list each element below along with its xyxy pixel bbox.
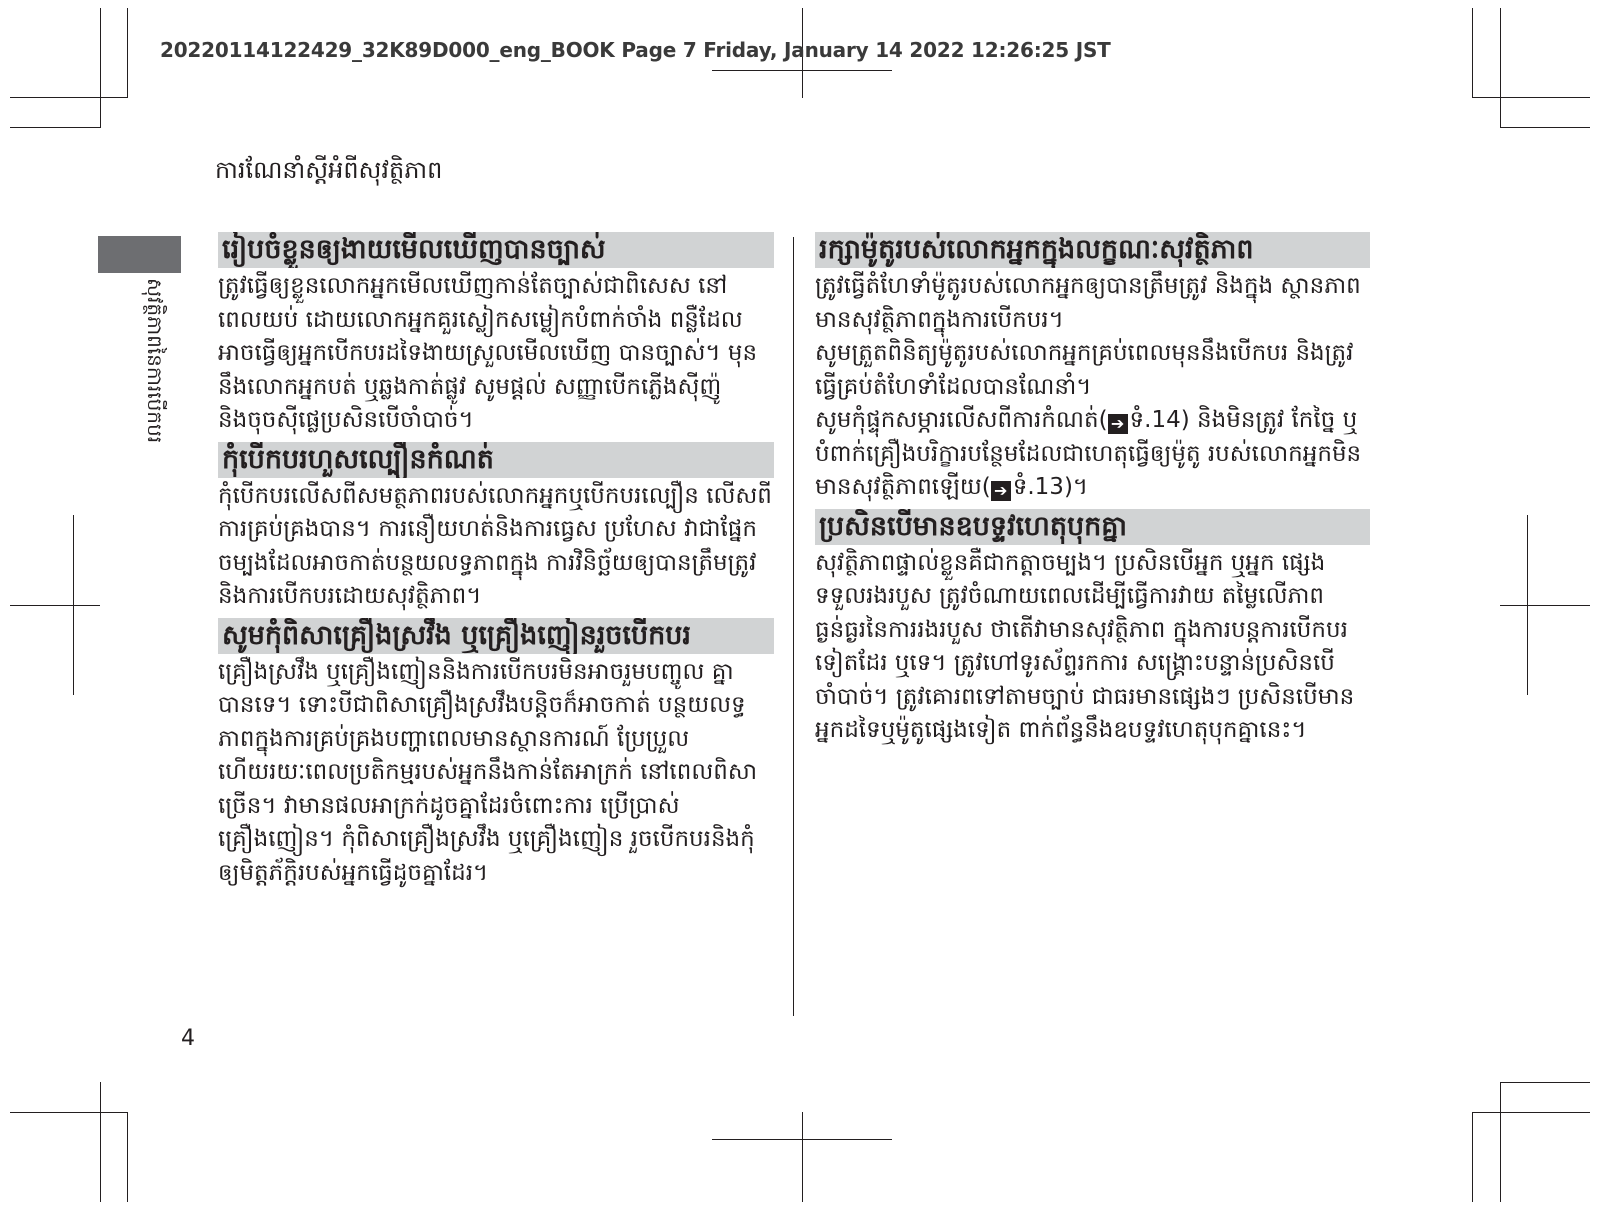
chapter-tab <box>98 236 181 273</box>
section <box>218 442 774 614</box>
crop-mark <box>127 1112 128 1202</box>
crop-mark <box>1500 1082 1590 1083</box>
paragraph: ត្រូវធ្វើតំហែទាំម៉ូតូរបស់លោកអ្នកឲ្យបានត្រឹមត្រូវ និងក្នុង ស្ថានភាពមានសុវត្ថិភាពក្នុងការបើកបរ។ <box>815 273 1361 333</box>
registration-mark <box>1500 605 1590 606</box>
section-title: រៀបចំខ្លួនឲ្យងាយមើលឃើញបានច្បាស់ <box>218 232 774 268</box>
crop-mark <box>10 1112 128 1113</box>
crop-mark <box>1500 127 1590 128</box>
page-reference[interactable]: ទំ.13 <box>1012 474 1064 500</box>
paragraph: សូមត្រួតពិនិត្យម៉ូតូរបស់លោកអ្នកគ្រប់ពេលមុននឹងបើកបរ និងត្រូវធ្វើគ្រប់តំហែទាំដែលបានណែនាំ។ <box>815 340 1354 400</box>
section-body: ត្រូវធ្វើឲ្យខ្លួនលោកអ្នកមើលឃើញកាន់តែច្បាស់ជាពិសេស នៅពេលយប់ ដោយលោកអ្នកគួរស្លៀកសម្លៀកបំពាក់ចាំង ពន្លឺដែលអាចធ្វើឲ្យអ្នកបើកបរដទៃងាយស្រួលមើលឃើញ បានច្បាស់។ មុននឹងលោកអ្នកបត់ ឬឆ្លងកាត់ផ្លូវ សូមផ្តល់ សញ្ញាបើកភ្លើងស៊ីញ៉ូ និងចុចស៊ីផ្លេប្រសិនបើចាំបាច់។ <box>218 273 758 433</box>
crop-mark <box>1500 8 1501 128</box>
section-title: ប្រសិនបើមានឧបទ្ទវហេតុបុកគ្នា <box>815 509 1370 545</box>
page-reference-arrow-icon: ➔ <box>1108 414 1128 434</box>
crop-mark <box>1472 8 1473 98</box>
page-number: 4 <box>181 1026 195 1051</box>
right-column <box>815 232 1370 752</box>
section-title: រក្សាម៉ូតូរបស់លោកអ្នកក្នុងលក្ខណៈសុវត្ថិភាព <box>815 232 1370 268</box>
crop-mark <box>127 8 128 98</box>
section-title: កុំបើកបរហួសល្បឿនកំណត់ <box>218 442 774 478</box>
crop-mark <box>100 1082 101 1202</box>
print-header: 20220114122429_32K89D000_eng_BOOK Page 7 Friday, January 14 2022 12:26:25 JST <box>160 38 1111 62</box>
section <box>218 232 774 438</box>
crop-mark <box>1472 1112 1473 1202</box>
crop-mark <box>10 97 128 98</box>
crop-mark <box>10 127 101 128</box>
running-title: ការណែនាំស្តីអំពីសុវត្ថិភាព <box>215 156 443 184</box>
crop-mark <box>100 8 101 128</box>
paragraph-with-references: សូមកុំផ្ទុកសម្ភារលើសពីការកំណត់( ➔ ទំ.14) និងមិនត្រូវ កែច្នៃ ឬបំពាក់គ្រឿងបរិក្ខារបន្ថែមដែលជាហេតុធ្វើឲ្យម៉ូតូ របស់លោកអ្នកមិនមានសុវត្ថិភាពឡើយ( ➔ ទំ.13)។ <box>815 407 1362 500</box>
section-body: កុំបើកបរលើសពីសមត្ថភាពរបស់លោកអ្នកឬបើកបរល្បឿន លើសពីការគ្រប់គ្រងបាន។ ការនឿយហត់និងការធ្វេស ប្រហែស វាជាផ្នែកចម្បងដែលអាចកាត់បន្ថយលទ្ធភាពក្នុង ការវិនិច្ឆ័យឲ្យបានត្រឹមត្រូវ និងការបើកបរដោយសុវត្ថិភាព។ <box>218 482 772 609</box>
left-column <box>218 232 774 894</box>
section-body: សុវត្ថិភាពផ្ទាល់ខ្លួនគឺជាកត្តាចម្បង។ ប្រសិនបើអ្នក ឬអ្នក ផ្សេងទទួលរងរបួស ត្រូវចំណាយពេលដើម្បីធ្វើការវាយ តម្លៃលើភាពធ្ងន់ធ្ងរនៃការរងរបួស ថាតើវាមានសុវត្ថិភាព ក្នុងការបន្តការបើកបរទៀតដែរ ឬទេ។ ត្រូវហៅទូរស័ព្ទរកការ សង្គ្រោះបន្ទាន់ប្រសិនបើចាំបាច់។ ត្រូវគោរពទៅតាមច្បាប់ ជាធរមានផ្សេងៗ ប្រសិនបើមានអ្នកដទៃឬម៉ូតូផ្សេងទៀត ពាក់ព័ន្ធនឹងឧបទ្ទវហេតុបុកគ្នានេះ។ <box>815 549 1355 743</box>
section-title: សូមកុំពិសាគ្រឿងស្រវឹង ឬគ្រឿងញៀនរួចបើកបរ <box>218 618 774 654</box>
registration-mark <box>10 605 100 606</box>
registration-mark <box>802 1112 803 1202</box>
crop-mark <box>1472 1112 1590 1113</box>
crop-mark <box>1472 97 1590 98</box>
column-divider <box>793 237 794 1016</box>
page-reference-arrow-icon: ➔ <box>991 481 1011 501</box>
section <box>815 232 1370 505</box>
section <box>815 509 1370 748</box>
chapter-side-label: សុវត្ថិភាពនៃការបើកបរ <box>143 278 167 444</box>
page-reference[interactable]: ទំ.14 <box>1129 407 1181 433</box>
crop-mark <box>1500 1082 1501 1202</box>
section-body: គ្រឿងស្រវឹង ឬគ្រឿងញៀននិងការបើកបរមិនអាចរួមបញ្ចូល គ្នាបានទេ។ ទោះបីជាពិសាគ្រឿងស្រវឹងបន្តិចក៏អាចកាត់ បន្ថយលទ្ធភាពក្នុងការគ្រប់គ្រងបញ្ហាពេលមានស្ថានការណ៍ ប្រែប្រួលហើយរយៈពេលប្រតិកម្មរបស់អ្នកនឹងកាន់តែអាក្រក់ នៅពេលពិសាច្រើន។ វាមានផលអាក្រក់ដូចគ្នាដែរចំពោះការ ប្រើប្រាស់គ្រឿងញៀន។ កុំពិសាគ្រឿងស្រវឹង ឬគ្រឿងញៀន រួចបើកបរនិងកុំឲ្យមិត្តភ័ក្តិរបស់អ្នកធ្វើដូចគ្នាដែរ។ <box>218 658 758 886</box>
registration-mark <box>712 70 892 71</box>
registration-mark <box>712 1139 892 1140</box>
section-body <box>815 270 1370 505</box>
section <box>218 618 774 891</box>
